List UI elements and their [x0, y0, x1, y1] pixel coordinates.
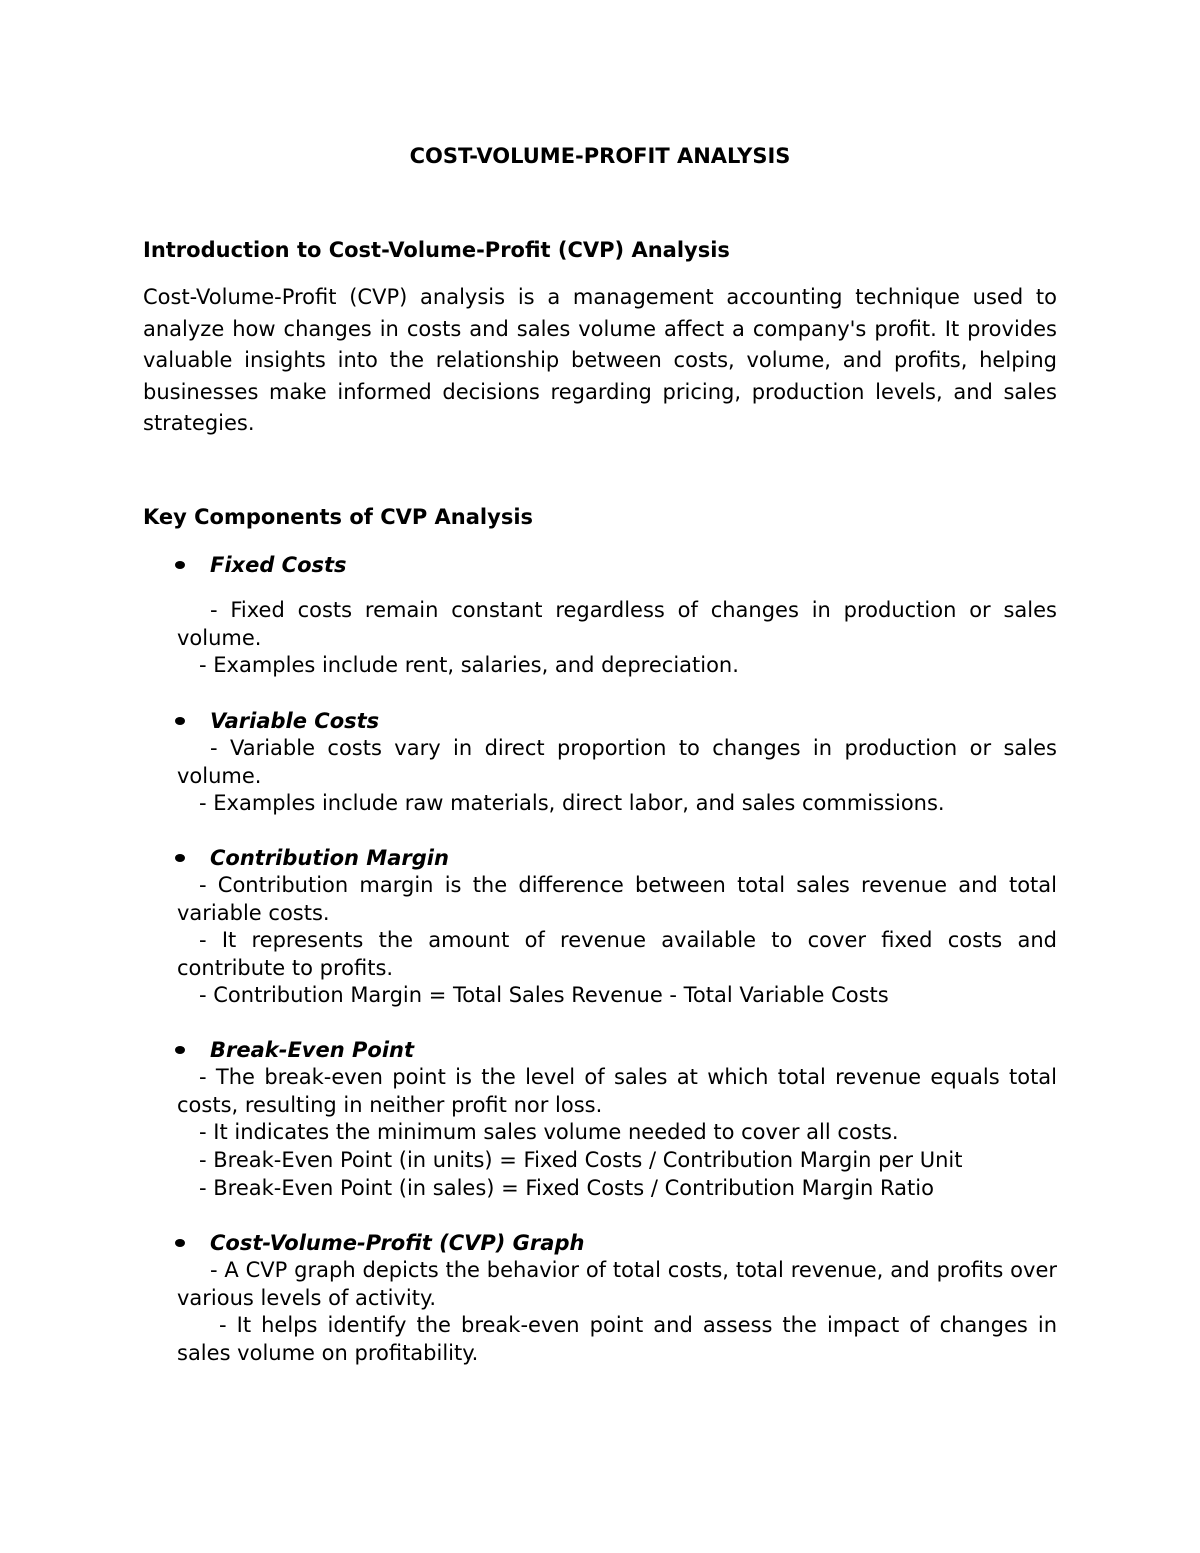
bullet-icon [175, 1239, 187, 1251]
break-even-point-2: - It indicates the minimum sales volume needed to cover all costs. [199, 1120, 899, 1144]
document-title: COST-VOLUME-PROFIT ANALYSIS [409, 144, 791, 168]
item-title-cvp-graph: Cost-Volume-Profit (CVP) Graph [210, 1231, 585, 1255]
intro-paragraph: Cost-Volume-Profit (CVP) analysis is a management accounting technique used to analyze how changes in costs and sales volume affect a company's profit. It provides valuable insights into the relationship between costs, volume, and profits, helping businesses make informed decisions regarding pricing, production levels, and sales strategies. [143, 285, 1057, 435]
variable-costs-point-1: - Variable costs vary in direct proportion to changes in production or sales volume. [177, 736, 1057, 788]
bullet-icon [175, 561, 187, 573]
bullet-icon [175, 1046, 187, 1058]
break-even-point-1: - The break-even point is the level of sales at which total revenue equals total costs, resulting in neither profit nor loss. [177, 1065, 1057, 1117]
item-title-break-even-point: Break-Even Point [210, 1038, 415, 1062]
fixed-costs-point-1: - Fixed costs remain constant regardless of changes in production or sales volume. [177, 598, 1057, 650]
variable-costs-point-2: - Examples include raw materials, direct labor, and sales commissions. [199, 791, 945, 815]
bullet-icon [175, 854, 187, 866]
item-title-fixed-costs: Fixed Costs [210, 553, 347, 577]
contribution-margin-formula: - Contribution Margin = Total Sales Revenue - Total Variable Costs [199, 983, 889, 1007]
intro-heading: Introduction to Cost-Volume-Profit (CVP) Analysis [143, 238, 730, 262]
components-heading: Key Components of CVP Analysis [143, 505, 534, 529]
contribution-margin-point-1: - Contribution margin is the difference between total sales revenue and total variable costs. [177, 873, 1057, 925]
bullet-icon [175, 717, 187, 729]
cvp-graph-point-1: - A CVP graph depicts the behavior of total costs, total revenue, and profits over various levels of activity. [177, 1258, 1057, 1310]
break-even-units-formula: - Break-Even Point (in units) = Fixed Costs / Contribution Margin per Unit [199, 1148, 963, 1172]
item-title-variable-costs: Variable Costs [210, 709, 380, 733]
cvp-graph-point-2: - It helps identify the break-even point and assess the impact of changes in sales volume on profitability. [177, 1313, 1057, 1365]
break-even-sales-formula: - Break-Even Point (in sales) = Fixed Costs / Contribution Margin Ratio [199, 1176, 934, 1200]
contribution-margin-point-2: - It represents the amount of revenue available to cover fixed costs and contribute to profits. [177, 928, 1057, 980]
item-title-contribution-margin: Contribution Margin [210, 846, 449, 870]
fixed-costs-point-2: - Examples include rent, salaries, and depreciation. [199, 653, 739, 677]
